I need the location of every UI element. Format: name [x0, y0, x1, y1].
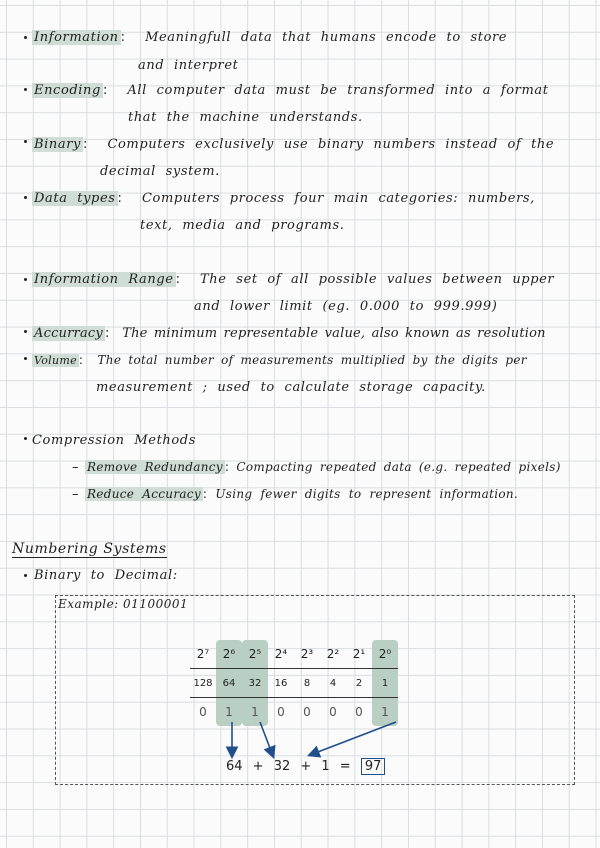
term-label: Information Range — [34, 272, 174, 287]
value-cell: 2 — [346, 669, 372, 698]
definition-text: The total number of measurements multiplied by the digits per — [97, 353, 527, 367]
compression-item-accuracy: Reduce Accuracy : Using fewer digits to represent information. — [87, 487, 518, 501]
value-cell: 8 — [294, 669, 320, 698]
value-cell: 64 — [216, 669, 242, 698]
definition-text-cont: text, media and programs. — [140, 218, 345, 233]
example-label: Example: 01100001 — [58, 597, 189, 611]
power-cell: 2⁵ — [242, 640, 268, 669]
definition-text-cont: and interpret — [138, 58, 239, 73]
answer-box: 97 — [361, 758, 386, 775]
value-cell: 4 — [320, 669, 346, 698]
sum-expression — [226, 759, 385, 774]
power-cell: 2¹ — [352, 647, 366, 661]
bullet — [24, 437, 27, 440]
definition-binary: Binary : Computers exclusively use binary numbers instead of the — [34, 137, 555, 152]
sum-text: 64 + 32 + 1 = — [226, 759, 351, 774]
power-cell: 2³ — [300, 647, 314, 661]
definition-information: Information : Meaningfull data that humans encode to store — [34, 30, 508, 45]
definition-text-cont: measurement ; used to calculate storage capacity. — [96, 380, 486, 395]
power-cell: 2⁴ — [274, 647, 288, 661]
section-heading: Numbering Systems — [12, 541, 167, 557]
definition-text: Computers exclusively use binary numbers instead of the — [107, 137, 555, 152]
bit-cell: 1 — [372, 698, 398, 727]
term-label: Binary — [34, 137, 81, 152]
definition-data-types: Data types : Computers process four main categories: numbers, — [34, 191, 535, 206]
definition-volume: Volume : The total number of measurements multiplied by the digits per — [34, 353, 527, 367]
definition-accuracy: Accurracy : The minimum representable value, also known as resolution — [34, 326, 546, 341]
term-label: Information — [34, 30, 119, 45]
value-cell: 1 — [372, 669, 398, 698]
term-label: Data types — [34, 191, 116, 206]
bullet — [24, 36, 27, 39]
term-label: Accurracy — [34, 326, 103, 341]
term-label: Reduce Accuracy — [87, 487, 201, 501]
compression-heading: Compression Methods — [32, 433, 196, 448]
bullet — [24, 196, 27, 199]
definition-text: Meaningfull data that humans encode to store — [145, 30, 508, 45]
definition-text-cont: that the machine understands. — [128, 110, 363, 125]
value-cell: 32 — [242, 669, 268, 698]
subheading: Binary to Decimal: — [34, 568, 178, 583]
bit-cell: 0 — [329, 705, 337, 719]
definition-encoding: Encoding : All computer data must be transformed into a format — [34, 83, 549, 98]
definition-information-range: Information Range : The set of all possible values between upper — [34, 272, 555, 287]
bullet — [24, 357, 27, 360]
definition-text: All computer data must be transformed into a format — [127, 83, 549, 98]
definition-text: Computers process four main categories: numbers, — [142, 191, 535, 206]
power-cell: 2⁶ — [216, 640, 242, 669]
bullet — [24, 88, 27, 91]
bullet — [24, 140, 27, 143]
power-cell: 2⁷ — [196, 647, 210, 661]
bit-cell: 0 — [303, 705, 311, 719]
bit-cell: 1 — [242, 698, 268, 727]
compression-text: Compacting repeated data (e.g. repeated pixels) — [236, 460, 561, 474]
term-label: Volume — [34, 354, 77, 367]
power-cell: 2⁰ — [372, 640, 398, 669]
dash-marker: – — [72, 487, 79, 502]
bit-cell: 0 — [277, 705, 285, 719]
compression-item-redundancy: Remove Redundancy : Compacting repeated data (e.g. repeated pixels) — [87, 460, 561, 474]
term-label: Encoding — [34, 83, 101, 98]
definition-text: The set of all possible values between upper — [200, 272, 555, 287]
bit-cell: 0 — [199, 705, 207, 719]
power-cell: 2² — [326, 647, 340, 661]
value-cell: 16 — [268, 669, 294, 698]
definition-text: The minimum representable value, also known as resolution — [122, 326, 546, 341]
definition-text-cont: decimal system. — [100, 164, 220, 179]
term-label: Remove Redundancy — [87, 460, 223, 474]
bullet — [24, 278, 27, 281]
compression-text: Using fewer digits to represent information. — [215, 487, 518, 501]
power-table — [190, 640, 398, 726]
value-cell: 128 — [190, 669, 216, 698]
dash-marker: – — [72, 460, 79, 475]
bit-cell: 0 — [355, 705, 363, 719]
bullet — [24, 574, 27, 577]
bit-cell: 1 — [216, 698, 242, 727]
definition-text-cont: and lower limit (eg. 0.000 to 999.999) — [194, 299, 498, 314]
bullet — [24, 330, 27, 333]
